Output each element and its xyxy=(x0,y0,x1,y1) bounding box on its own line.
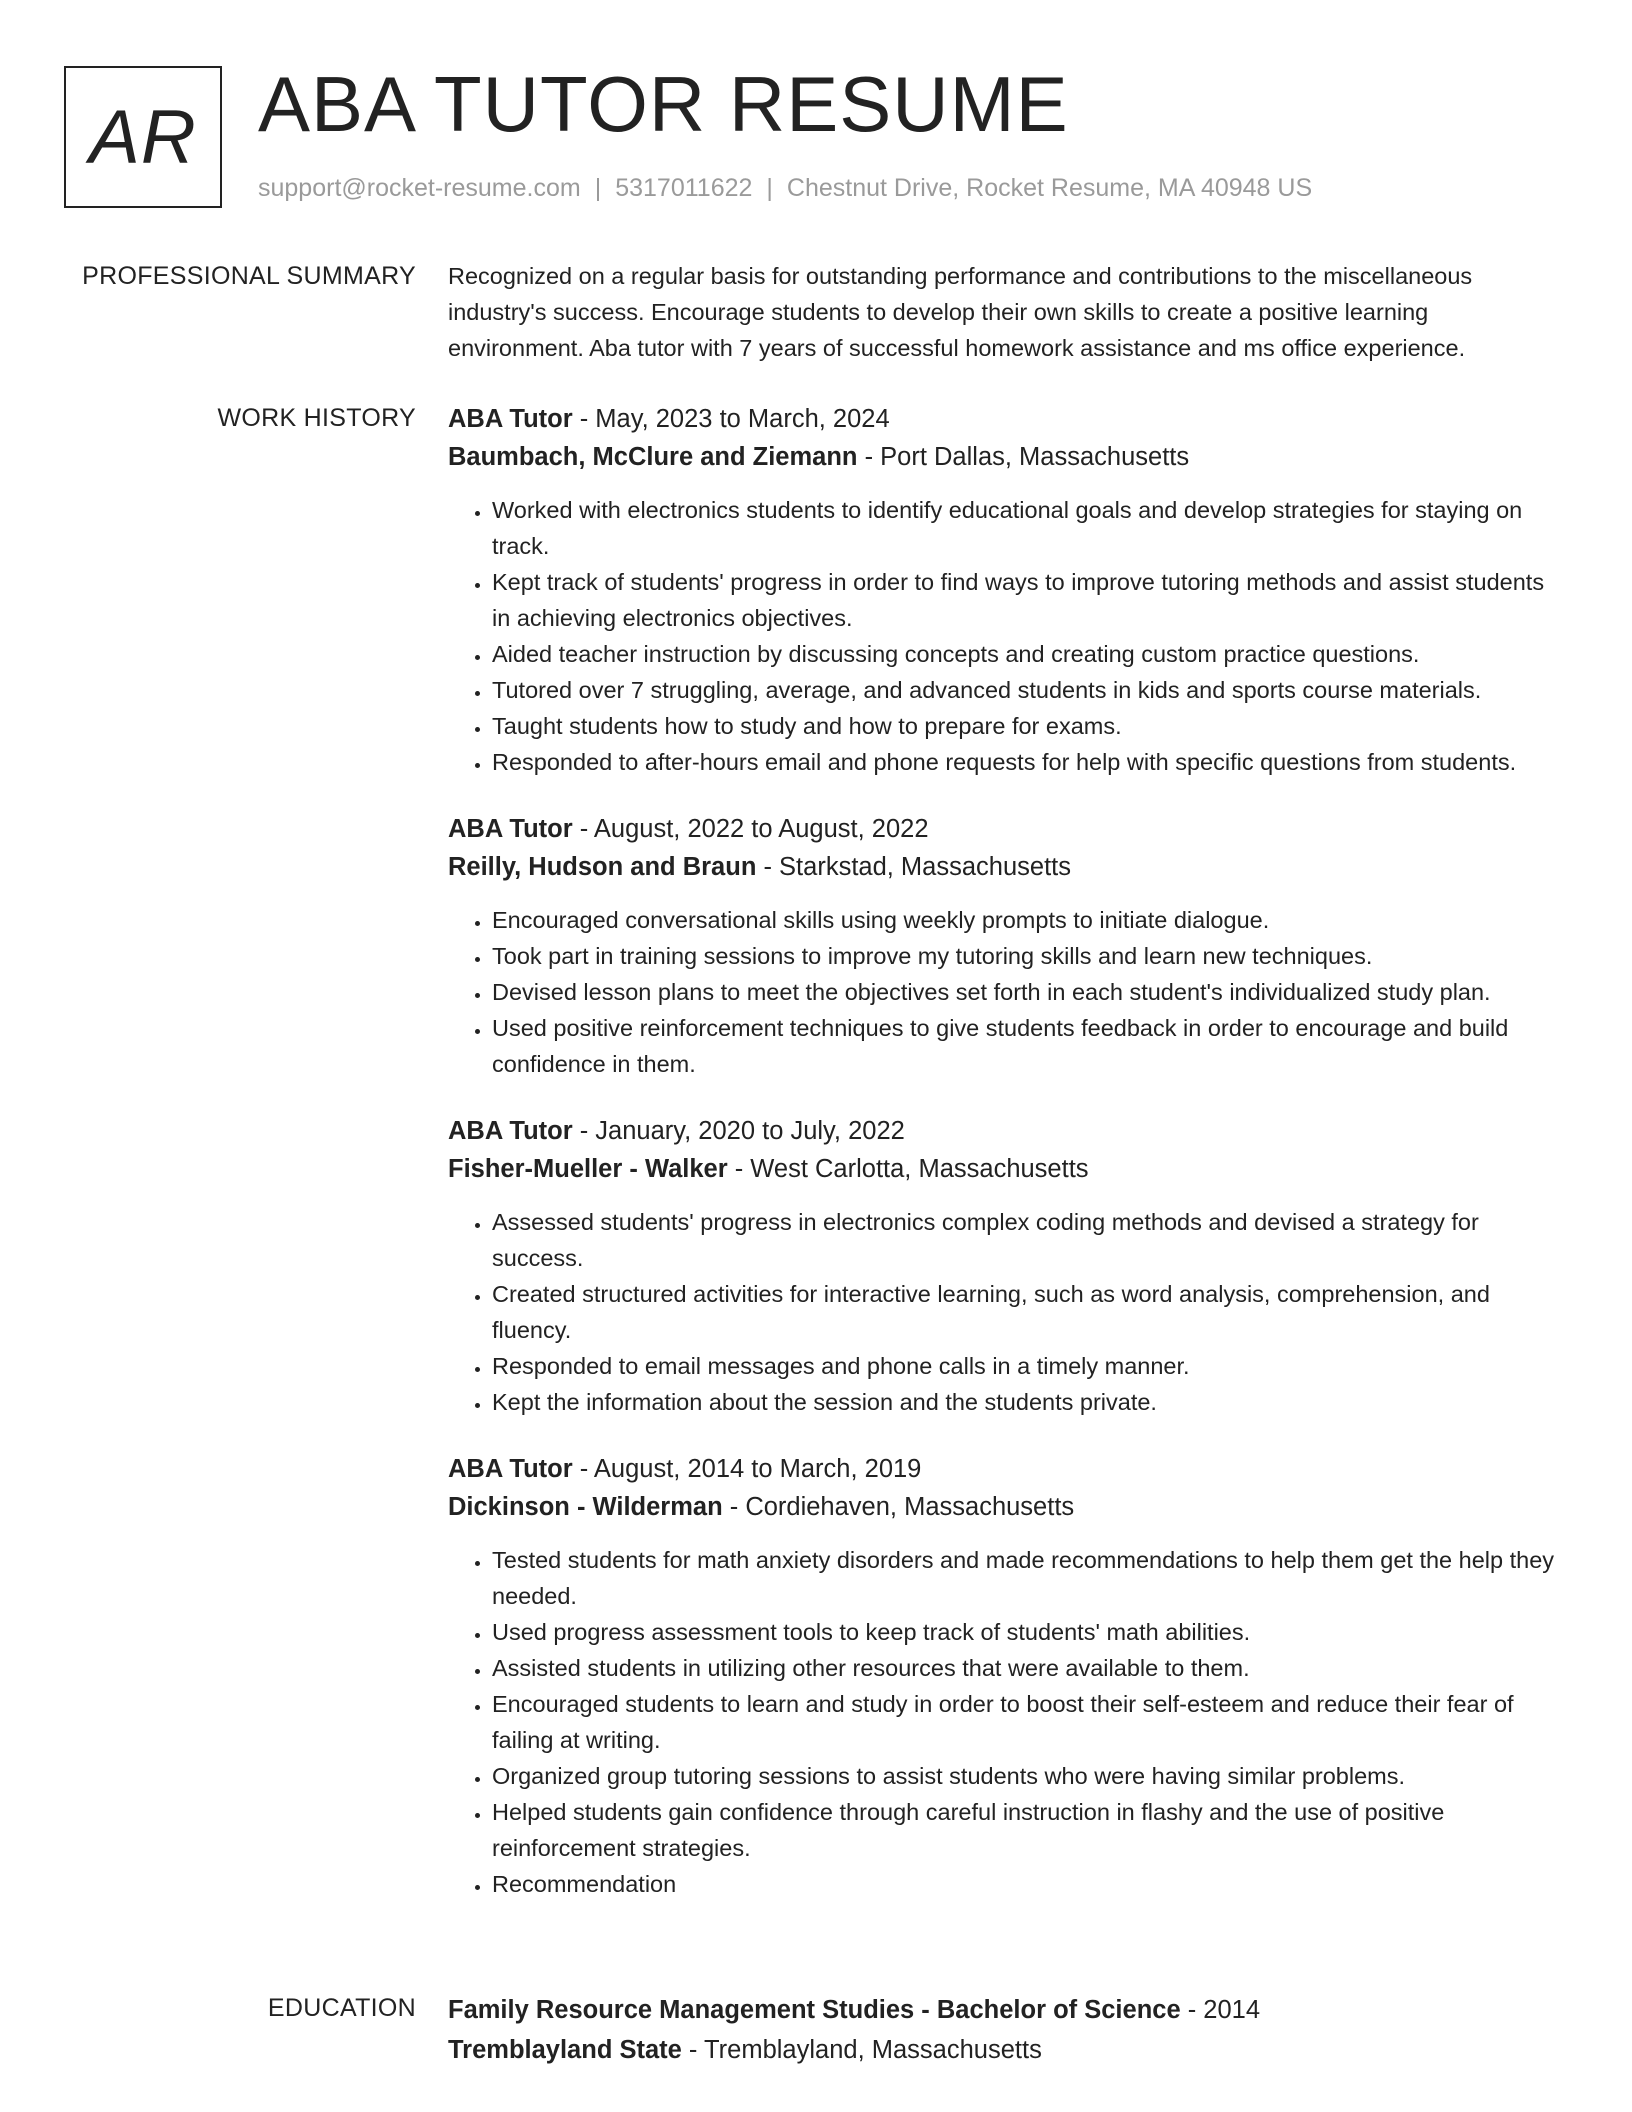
job-title-line xyxy=(448,400,1560,438)
education-body xyxy=(448,1990,1560,2070)
job-title: ABA Tutor xyxy=(448,405,573,433)
job-bullet: • Kept the information about the session and the students private. xyxy=(492,1384,1560,1420)
job-bullet: • Used positive reinforcement techniques to give students feedback in order to encourage and build confidence in them. xyxy=(492,1010,1560,1082)
job-entry xyxy=(448,1112,1560,1420)
education-degree-line xyxy=(448,1990,1560,2030)
job-bullets xyxy=(448,1204,1560,1420)
job-location: - Starkstad, Massachusetts xyxy=(756,853,1072,881)
job-bullet: • Responded to email messages and phone calls in a timely manner. xyxy=(492,1348,1560,1384)
job-company-line xyxy=(448,1150,1560,1188)
education-school: Tremblayland State xyxy=(448,2036,682,2064)
contact-line xyxy=(258,174,1312,203)
job-bullet: • Worked with electronics students to identify educational goals and develop strategies for staying on track. xyxy=(492,492,1560,564)
education-location: - Tremblayland, Massachusetts xyxy=(681,2036,1042,2064)
job-company-line xyxy=(448,848,1560,886)
contact-separator: | xyxy=(594,174,602,202)
job-entry xyxy=(448,1450,1560,1902)
job-company: Reilly, Hudson and Braun xyxy=(448,853,757,881)
job-dates: - May, 2023 to March, 2024 xyxy=(572,405,890,433)
job-bullet: • Kept track of students' progress in order to find ways to improve tutoring methods and assist students in achieving electronics objectives. xyxy=(492,564,1560,636)
job-location: - Cordiehaven, Massachusetts xyxy=(722,1493,1075,1521)
job-company: Baumbach, McClure and Ziemann xyxy=(448,443,858,471)
job-bullet: • Took part in training sessions to improve my tutoring skills and learn new techniques. xyxy=(492,938,1560,974)
job-bullet: • Assessed students' progress in electronics complex coding methods and devised a strategy for success. xyxy=(492,1204,1560,1276)
page-title: ABA TUTOR RESUME xyxy=(258,60,1069,148)
job-company: Fisher-Mueller - Walker xyxy=(448,1155,728,1183)
job-title-line xyxy=(448,1450,1560,1488)
job-bullet: • Helped students gain confidence through careful instruction in flashy and the use of positive reinforcement strategies. xyxy=(492,1794,1560,1866)
job-dates: - January, 2020 to July, 2022 xyxy=(572,1117,905,1145)
job-bullet: • Tutored over 7 struggling, average, and advanced students in kids and sports course materials. xyxy=(492,672,1560,708)
job-title: ABA Tutor xyxy=(448,1455,573,1483)
contact-separator: | xyxy=(766,174,773,202)
work-history-body xyxy=(448,400,1560,1932)
job-bullet: • Used progress assessment tools to keep track of students' math abilities. xyxy=(492,1614,1560,1650)
job-bullet: • Aided teacher instruction by discussing concepts and creating custom practice questions. xyxy=(492,636,1560,672)
job-bullet: • Created structured activities for interactive learning, such as word analysis, comprehension, and fluency. xyxy=(492,1276,1560,1348)
job-bullet: • Devised lesson plans to meet the objectives set forth in each student's individualized study plan. xyxy=(492,974,1560,1010)
job-dates: - August, 2022 to August, 2022 xyxy=(572,815,929,843)
job-bullet: • Encouraged conversational skills using weekly prompts to initiate dialogue. xyxy=(492,902,1560,938)
resume-header xyxy=(64,60,1568,210)
summary-body xyxy=(448,258,1560,366)
job-bullet: • Recommendation xyxy=(492,1866,1560,1902)
job-bullet: • Responded to after-hours email and phone requests for help with specific questions from students. xyxy=(492,744,1560,780)
job-dates: - August, 2014 to March, 2019 xyxy=(572,1455,922,1483)
job-location: - West Carlotta, Massachusetts xyxy=(727,1155,1089,1183)
contact-address: Chestnut Drive, Rocket Resume, MA 40948 US xyxy=(786,174,1313,202)
job-title-line xyxy=(448,810,1560,848)
job-bullet: • Encouraged students to learn and study in order to boost their self-esteem and reduce their fear of failing at writing. xyxy=(492,1686,1560,1758)
job-title: ABA Tutor xyxy=(448,815,573,843)
job-company-line xyxy=(448,1488,1560,1526)
job-title-line xyxy=(448,1112,1560,1150)
job-company-line xyxy=(448,438,1560,476)
job-entry xyxy=(448,400,1560,780)
summary-text: Recognized on a regular basis for outstanding performance and contributions to the miscellaneous industry's success. Encourage students to develop their own skills to create a positive learning environment. Aba tutor with 7 years of successful homework assistance and ms office experience. xyxy=(448,263,1473,361)
job-bullet: • Assisted students in utilizing other resources that were available to them. xyxy=(492,1650,1560,1686)
job-bullet: • Organized group tutoring sessions to assist students who were having similar problems. xyxy=(492,1758,1560,1794)
contact-email[interactable]: support@rocket-resume.com xyxy=(258,174,581,202)
job-bullet: • Tested students for math anxiety disorders and made recommendations to help them get the help they needed. xyxy=(492,1542,1560,1614)
job-bullet: • Taught students how to study and how to prepare for exams. xyxy=(492,708,1560,744)
section-label-work-history: WORK HISTORY xyxy=(217,404,416,432)
job-bullets xyxy=(448,1542,1560,1902)
education-degree: Family Resource Management Studies - Bachelor of Science xyxy=(448,1996,1181,2024)
monogram-logo: AR xyxy=(64,66,222,208)
job-bullets xyxy=(448,492,1560,780)
job-entry xyxy=(448,810,1560,1082)
contact-phone[interactable]: 5317011622 xyxy=(615,174,753,202)
job-company: Dickinson - Wilderman xyxy=(448,1493,723,1521)
job-location: - Port Dallas, Massachusetts xyxy=(857,443,1190,471)
section-label-education: EDUCATION xyxy=(267,1994,416,2022)
job-title: ABA Tutor xyxy=(448,1117,573,1145)
section-label-summary: PROFESSIONAL SUMMARY xyxy=(82,262,416,290)
job-bullets xyxy=(448,902,1560,1082)
education-school-line xyxy=(448,2030,1560,2070)
education-year: - 2014 xyxy=(1180,1996,1261,2024)
